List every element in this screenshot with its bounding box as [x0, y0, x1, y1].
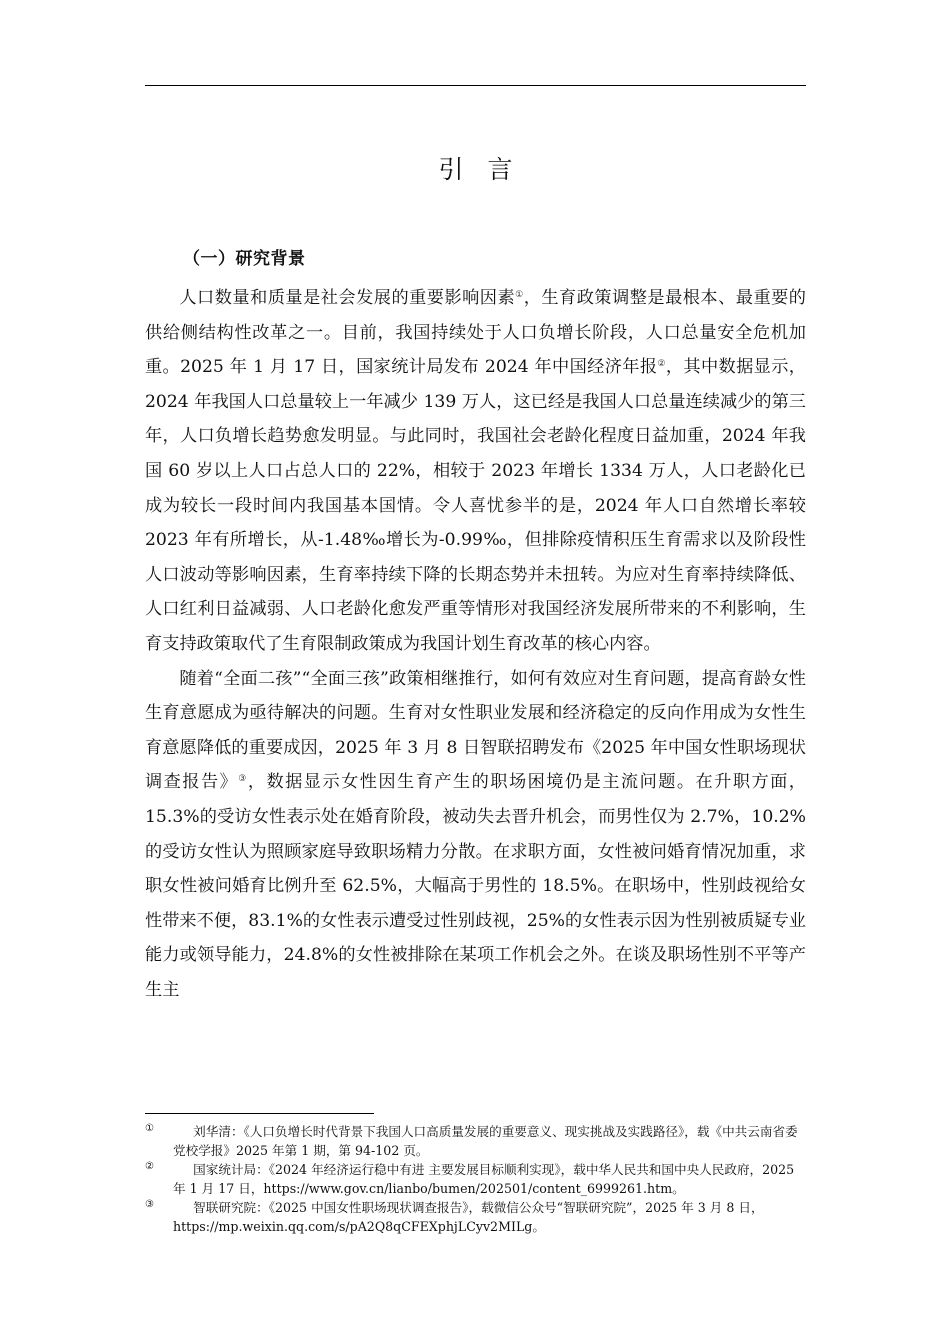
footnote [145, 1122, 806, 1160]
footnote-text: 智联研究院：《2025 中国女性职场现状调查报告》，载微信公众号“智联研究院”，2025 年 3 月 8 日，https://mp.weixin.qq.com/s/pA2Q8qCFEXphjLCyv2MILg。 [173, 1200, 764, 1234]
footnote-ref: ① [515, 290, 524, 300]
footnote-mark: ① [145, 1123, 154, 1134]
paragraph-text: 随着“全面二孩”“全面三孩”政策相继推行，如何有效应对生育问题，提高育龄女性生育意愿成为亟待解决的问题。生育对女性职业发展和经济稳定的反向作用成为女性生育意愿降低的重要成因，2025 年 3 月 8 日智联招聘发布《2025 年中国女性职场现状调查报告》 [145, 668, 806, 793]
body-text [145, 281, 806, 1007]
footnote-mark: ③ [145, 1199, 154, 1210]
footnote [145, 1160, 806, 1198]
page-title: 引言 [438, 155, 537, 184]
paragraph-text: ，数据显示女性因生育产生的职场困境仍是主流问题。在升职方面，15.3%的受访女性表示处在婚育阶段，被动失去晋升机会，而男性仅为 2.7%，10.2%的受访女性认为照顾家庭导致职场精力分散。在求职方面，女性被问婚育情况加重，求职女性被问婚育比例升至 62.5%，大幅高于男性的 18.5%。在职场中，性别歧视给女性带来不便，83.1%的女性表示遭受过性别歧视，25%的女性表示因为性别被质疑专业能力或领导能力，24.8%的女性被排除在某项工作机会之外。在谈及职场性别不平等产生主 [145, 772, 806, 1000]
footnote-text: 国家统计局：《2024 年经济运行稳中有进 主要发展目标顺利实现》，载中华人民共和国中央人民政府，2025 年 1 月 17 日，https://www.gov.cn/lianbo/bumen/202501/content_6999261.htm。 [173, 1162, 795, 1196]
footnotes [145, 1122, 806, 1236]
footnote-mark: ② [145, 1161, 154, 1172]
footnote-ref: ③ [238, 774, 248, 785]
paragraph [145, 662, 806, 1008]
footnote-ref: ② [657, 359, 666, 370]
footnote [145, 1198, 806, 1236]
header-rule [145, 85, 806, 86]
footnote-separator [145, 1113, 374, 1114]
section-heading: （一）研究背景 [183, 249, 306, 269]
footnote-text: 刘华清：《人口负增长时代背景下我国人口高质量发展的重要意义、现实挑战及实践路径》，载《中共云南省委党校学报》2025 年第 1 期，第 94-102 页。 [173, 1124, 798, 1158]
paragraph-text: ，其中数据显示，2024 年我国人口总量较上一年减少 139 万人，这已经是我国人口总量连续减少的第三年，人口负增长趋势愈发明显。与此同时，我国社会老龄化程度日益加重，2024 年我国 60 岁以上人口占总人口的 22%，相较于 2023 年增长 1334 万人，人口老龄化已成为较长一段时间内我国基本国情。令人喜忧参半的是，2024 年人口自然增长率较 2023 年有所增长，从-1.48‰增长为-0.99‰，但排除疫情积压生育需求以及阶段性人口波动等影响因素，生育率持续下降的长期态势并未扭转。为应对生育率持续降低、人口红利日益减弱、人口老龄化愈发严重等情形对我国经济发展所带来的不利影响，生育支持政策取代了生育限制政策成为我国计划生育改革的核心内容。 [145, 357, 806, 654]
paragraph [145, 281, 806, 662]
paragraph-text: ，生育政策调整是最根本、最重要的供给侧结构性改革之一。目前，我国持续处于人口负增长阶段，人口总量安全危机加重。2025 年 1 月 17 日，国家统计局发布 2024 年中国经济年报 [145, 288, 806, 378]
paragraph-text: 人口数量和质量是社会发展的重要影响因素 [179, 288, 516, 308]
